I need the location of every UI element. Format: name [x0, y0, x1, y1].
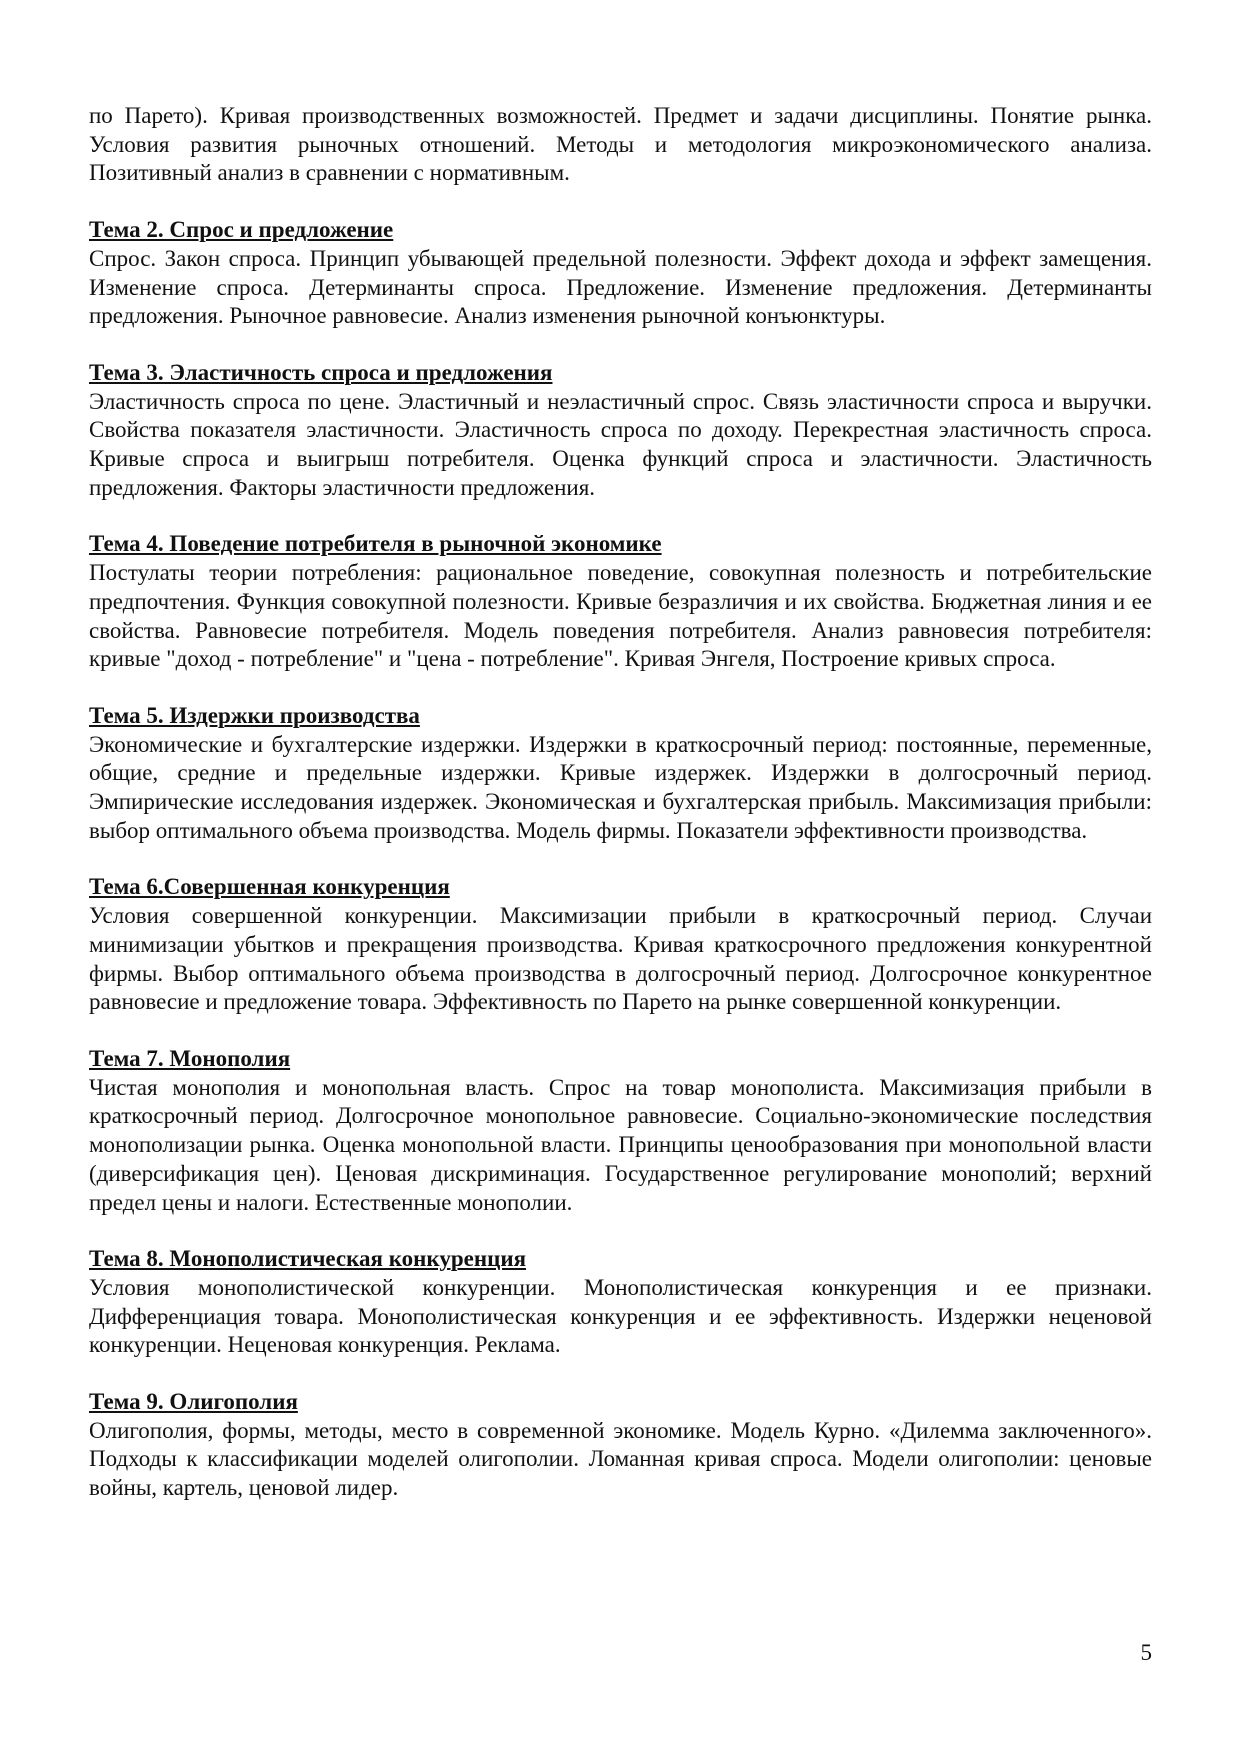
section-body: Олигополия, формы, методы, место в современной экономике. Модель Курно. «Дилемма заключенного». Подходы к классификации моделей олигополии. Ломанная кривая спроса. Модели олигополии: ценовые войны, картель, ценовой лидер.: [89, 1417, 1152, 1501]
section-heading: Тема 5. Издержки производства: [89, 702, 420, 728]
intro-paragraph: по Парето). Кривая производственных возможностей. Предмет и задачи дисциплины. Понятие рынка. Условия развития рыночных отношений. Методы и методология микроэкономического анализа. Позитивный анализ в сравнении с нормативным.: [89, 103, 1152, 186]
section-body: Спрос. Закон спроса. Принцип убывающей предельной полезности. Эффект дохода и эффект замещения. Изменение спроса. Детерминанты спроса. Предложение. Изменение предложения. Детерминанты предложения. Рыночное равновесие. Анализ изменения рыночной конъюнктуры.: [89, 245, 1152, 329]
section-heading: Тема 3. Эластичность спроса и предложения: [89, 359, 553, 385]
section-heading: Тема 9. Олигополия: [89, 1389, 298, 1415]
section-topic-8: [89, 1245, 1152, 1360]
section-topic-4: [89, 530, 1152, 674]
section-heading: Тема 6.Совершенная конкуренция: [89, 874, 450, 900]
section-topic-9: [89, 1388, 1152, 1503]
section-body: Чистая монополия и монопольная власть. Спрос на товар монополиста. Максимизация прибыли в краткосрочный период. Долгосрочное монопольное равновесие. Социально-экономические последствия монополизации рынка. Оценка монопольной власти. Принципы ценообразования при монопольной власти (диверсификация цен). Ценовая дискриминация. Государственное регулирование монополий; верхний предел цены и налоги. Естественные монополии.: [89, 1074, 1152, 1215]
section-topic-3: [89, 359, 1152, 503]
section-topic-2: [89, 216, 1152, 331]
section-body: Условия монополистической конкуренции. Монополистическая конкуренция и ее признаки. Дифференциация товара. Монополистическая конкуренция и ее эффективность. Издержки неценовой конкуренции. Неценовая конкуренция. Реклама.: [89, 1274, 1152, 1358]
section-body: Условия совершенной конкуренции. Максимизации прибыли в краткосрочный период. Случаи минимизации убытков и прекращения производства. Кривая краткосрочного предложения конкурентной фирмы. Выбор оптимального объема производства в долгосрочный период. Долгосрочное конкурентное равновесие и предложение товара. Эффективность по Парето на рынке совершенной конкуренции.: [89, 903, 1152, 1015]
section-body: Постулаты теории потребления: рациональное поведение, совокупная полезность и потребительские предпочтения. Функция совокупной полезности. Кривые безразличия и их свойства. Бюджетная линия и ее свойства. Равновесие потребителя. Модель поведения потребителя. Анализ равновесия потребителя: кривые "доход - потребление" и "цена - потребление". Кривая Энгеля, Построение кривых спроса.: [89, 560, 1152, 672]
section-heading: Тема 8. Монополистическая конкуренция: [89, 1246, 527, 1272]
section-topic-5: [89, 702, 1152, 846]
section-topic-7: [89, 1045, 1152, 1217]
section-body: Эластичность спроса по цене. Эластичный и неэластичный спрос. Связь эластичности спроса и выручки. Свойства показателя эластичности. Эластичность спроса по доходу. Перекрестная эластичность спроса. Кривые спроса и выигрыш потребителя. Оценка функций спроса и эластичности. Эластичность предложения. Факторы эластичности предложения.: [89, 388, 1152, 500]
section-body: Экономические и бухгалтерские издержки. Издержки в краткосрочный период: постоянные, переменные, общие, средние и предельные издержки. Кривые издержек. Издержки в долгосрочный период. Эмпирические исследования издержек. Экономическая и бухгалтерская прибыль. Максимизация прибыли: выбор оптимального объема производства. Модель фирмы. Показатели эффективности производства.: [89, 731, 1152, 843]
section-heading: Тема 4. Поведение потребителя в рыночной экономике: [89, 531, 662, 557]
document-page: [89, 102, 1152, 1503]
section-topic-6: [89, 873, 1152, 1017]
page-number: 5: [1140, 1640, 1152, 1665]
section-heading: Тема 2. Спрос и предложение: [89, 217, 394, 243]
section-heading: Тема 7. Монополия: [89, 1045, 291, 1071]
